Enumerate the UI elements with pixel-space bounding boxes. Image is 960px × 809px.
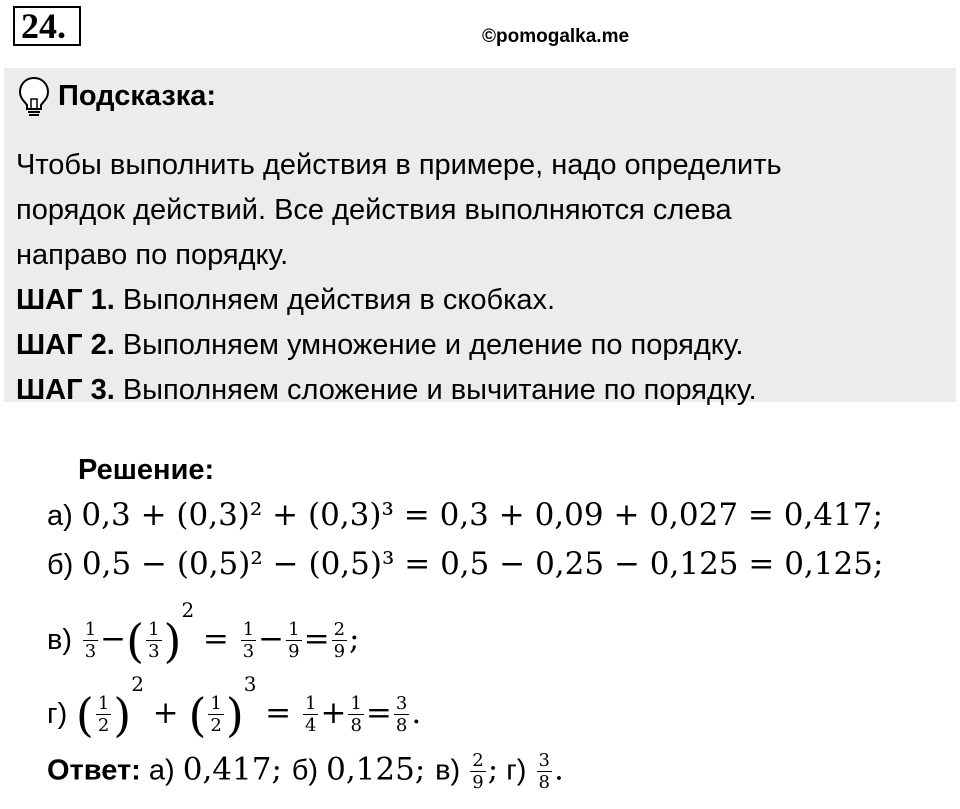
expression: 0,3 + (0,3)² + (0,3)³ = 0,3 + 0,09 + 0,027 = 0,417; <box>81 497 883 533</box>
answer-label: Ответ: <box>47 754 141 787</box>
fraction: $\frac{1}{2}$ <box>97 693 110 737</box>
hint-line: направо по порядку. <box>16 239 289 271</box>
item-label: в) <box>47 624 73 656</box>
exponent: 3 <box>243 672 257 696</box>
fraction: $\frac{3}{8}$ <box>395 693 408 737</box>
fraction: $\frac{1}{3}$ <box>242 619 255 663</box>
hint-line: Чтобы выполнить действия в примере, надо определить <box>16 149 782 181</box>
step-label: ШАГ 3. <box>16 374 115 406</box>
hint-title: Подсказка: <box>58 80 217 112</box>
solution-b <box>47 546 883 582</box>
item-label: а) <box>47 500 73 532</box>
solution-a <box>47 497 883 533</box>
fraction: $\frac{2}{9}$ <box>472 750 484 793</box>
item-label: г) <box>47 698 68 730</box>
step-label: ШАГ 1. <box>16 284 115 316</box>
solution-title: Решение: <box>78 454 215 486</box>
fraction: $\frac{1}{3}$ <box>148 619 160 663</box>
exponent: 2 <box>131 672 144 696</box>
step-3 <box>16 368 936 413</box>
task-number: 24. <box>13 6 81 46</box>
step-text: Выполняем сложение и вычитание по порядку. <box>114 374 757 406</box>
expression: 0,5 − (0,5)² − (0,5)³ = 0,5 − 0,25 − 0,125 = 0,125; <box>81 546 884 582</box>
step-2 <box>16 323 936 368</box>
step-label: ШАГ 2. <box>16 329 115 361</box>
answer-line: Ответ: а) 0,417; б) 0,125; в) $\frac{2}{9}$ ; г) $\frac{3}{8}$ . <box>47 750 564 793</box>
solution-g: г) ( $\frac{1}{2}$ )$^2$ + ( $\frac{1}{2}$ )$^3$ = $\frac{1}{4}$ + $\frac{1}{8}$ = $\frac{3}{8}$ . <box>47 672 422 742</box>
hint-line: порядок действий. Все действия выполняются слева <box>16 194 732 226</box>
step-text: Выполняем умножение и деление по порядку. <box>114 329 744 361</box>
fraction: $\frac{1}{9}$ <box>288 619 300 663</box>
solution-v: в) $\frac{1}{3}$ −( $\frac{1}{3}$ )$^2$ = $\frac{1}{3}$ − $\frac{1}{9}$ = $\frac{2}{9}$ ; <box>47 598 360 668</box>
fraction: $\frac{2}{9}$ <box>333 619 346 663</box>
exponent: 2 <box>181 598 195 622</box>
fraction: $\frac{1}{4}$ <box>305 693 317 737</box>
lightbulb-icon <box>17 75 51 119</box>
fraction: $\frac{1}{2}$ <box>210 693 222 737</box>
item-label: б) <box>47 549 74 581</box>
step-1 <box>16 278 936 323</box>
fraction: $\frac{1}{3}$ <box>84 619 97 663</box>
fraction: $\frac{1}{8}$ <box>350 693 362 737</box>
copyright-text: ©pomogalka.me <box>482 26 630 47</box>
step-text: Выполняем действия в скобках. <box>114 284 556 316</box>
hint-text <box>16 143 936 413</box>
fraction: $\frac{3}{8}$ <box>538 750 550 793</box>
